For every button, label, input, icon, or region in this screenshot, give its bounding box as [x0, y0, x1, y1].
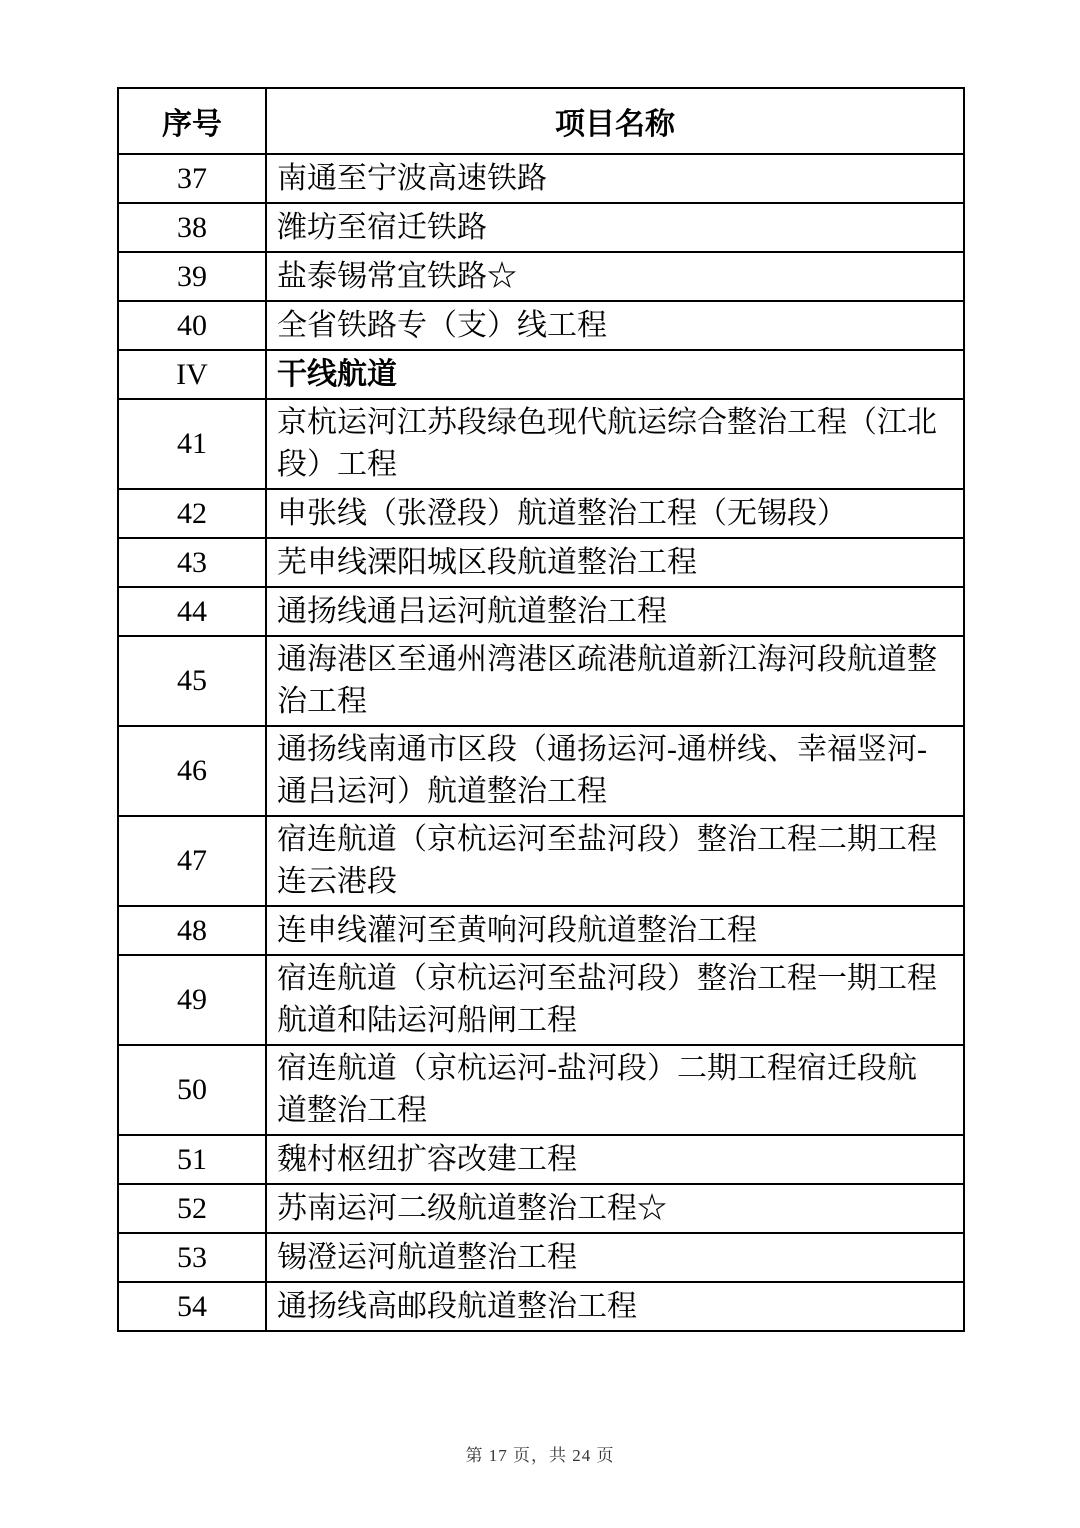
row-serial-number: 53: [118, 1233, 266, 1282]
table-row: [118, 636, 964, 726]
row-serial-number: IV: [118, 350, 266, 399]
row-serial-number: 52: [118, 1184, 266, 1233]
table-row: [118, 154, 964, 203]
row-project-name: 全省铁路专（支）线工程: [266, 301, 964, 350]
row-project-name: 连申线灌河至黄响河段航道整治工程: [266, 906, 964, 955]
row-serial-number: 48: [118, 906, 266, 955]
table-row: [118, 587, 964, 636]
row-project-name: 苏南运河二级航道整治工程☆: [266, 1184, 964, 1233]
row-serial-number: 37: [118, 154, 266, 203]
row-project-name: 芜申线溧阳城区段航道整治工程: [266, 538, 964, 587]
row-project-name: 锡澄运河航道整治工程: [266, 1233, 964, 1282]
row-project-name: 南通至宁波高速铁路: [266, 154, 964, 203]
table-row: [118, 726, 964, 816]
row-serial-number: 41: [118, 399, 266, 489]
row-serial-number: 40: [118, 301, 266, 350]
row-project-name: 宿连航道（京杭运河至盐河段）整治工程一期工程航道和陆运河船闸工程: [266, 955, 964, 1045]
table-row: [118, 1233, 964, 1282]
project-table: [117, 87, 965, 1332]
row-serial-number: 44: [118, 587, 266, 636]
table-body: [118, 154, 964, 1331]
row-project-name: 京杭运河江苏段绿色现代航运综合整治工程（江北段）工程: [266, 399, 964, 489]
table-row: [118, 489, 964, 538]
row-serial-number: 54: [118, 1282, 266, 1331]
table-row: [118, 399, 964, 489]
table-row: [118, 350, 964, 399]
row-project-name: 通扬线通吕运河航道整治工程: [266, 587, 964, 636]
table-row: [118, 816, 964, 906]
table-row: [118, 538, 964, 587]
row-serial-number: 38: [118, 203, 266, 252]
row-project-name: 潍坊至宿迁铁路: [266, 203, 964, 252]
row-serial-number: 50: [118, 1045, 266, 1135]
row-project-name: 申张线（张澄段）航道整治工程（无锡段）: [266, 489, 964, 538]
table-row: [118, 1045, 964, 1135]
row-project-name: 通海港区至通州湾港区疏港航道新江海河段航道整治工程: [266, 636, 964, 726]
table-row: [118, 955, 964, 1045]
table-row: [118, 1282, 964, 1331]
row-serial-number: 43: [118, 538, 266, 587]
row-project-name: 宿连航道（京杭运河-盐河段）二期工程宿迁段航道整治工程: [266, 1045, 964, 1135]
table-row: [118, 301, 964, 350]
row-project-name: 干线航道: [266, 350, 964, 399]
row-serial-number: 49: [118, 955, 266, 1045]
table-row: [118, 1135, 964, 1184]
table-row: [118, 203, 964, 252]
table-row: [118, 906, 964, 955]
row-project-name: 盐泰锡常宜铁路☆: [266, 252, 964, 301]
row-serial-number: 39: [118, 252, 266, 301]
row-serial-number: 45: [118, 636, 266, 726]
row-project-name: 魏村枢纽扩容改建工程: [266, 1135, 964, 1184]
row-serial-number: 46: [118, 726, 266, 816]
column-header-serial-number: 序号: [118, 88, 266, 154]
row-project-name: 通扬线南通市区段（通扬运河-通栟线、幸福竖河-通吕运河）航道整治工程: [266, 726, 964, 816]
table-header-row: [118, 88, 964, 154]
column-header-project-name: 项目名称: [266, 88, 964, 154]
row-project-name: 宿连航道（京杭运河至盐河段）整治工程二期工程连云港段: [266, 816, 964, 906]
row-serial-number: 51: [118, 1135, 266, 1184]
page-number-footer: 第 17 页，共 24 页: [465, 1446, 615, 1465]
row-serial-number: 47: [118, 816, 266, 906]
row-project-name: 通扬线高邮段航道整治工程: [266, 1282, 964, 1331]
row-serial-number: 42: [118, 489, 266, 538]
table-row: [118, 252, 964, 301]
table-row: [118, 1184, 964, 1233]
